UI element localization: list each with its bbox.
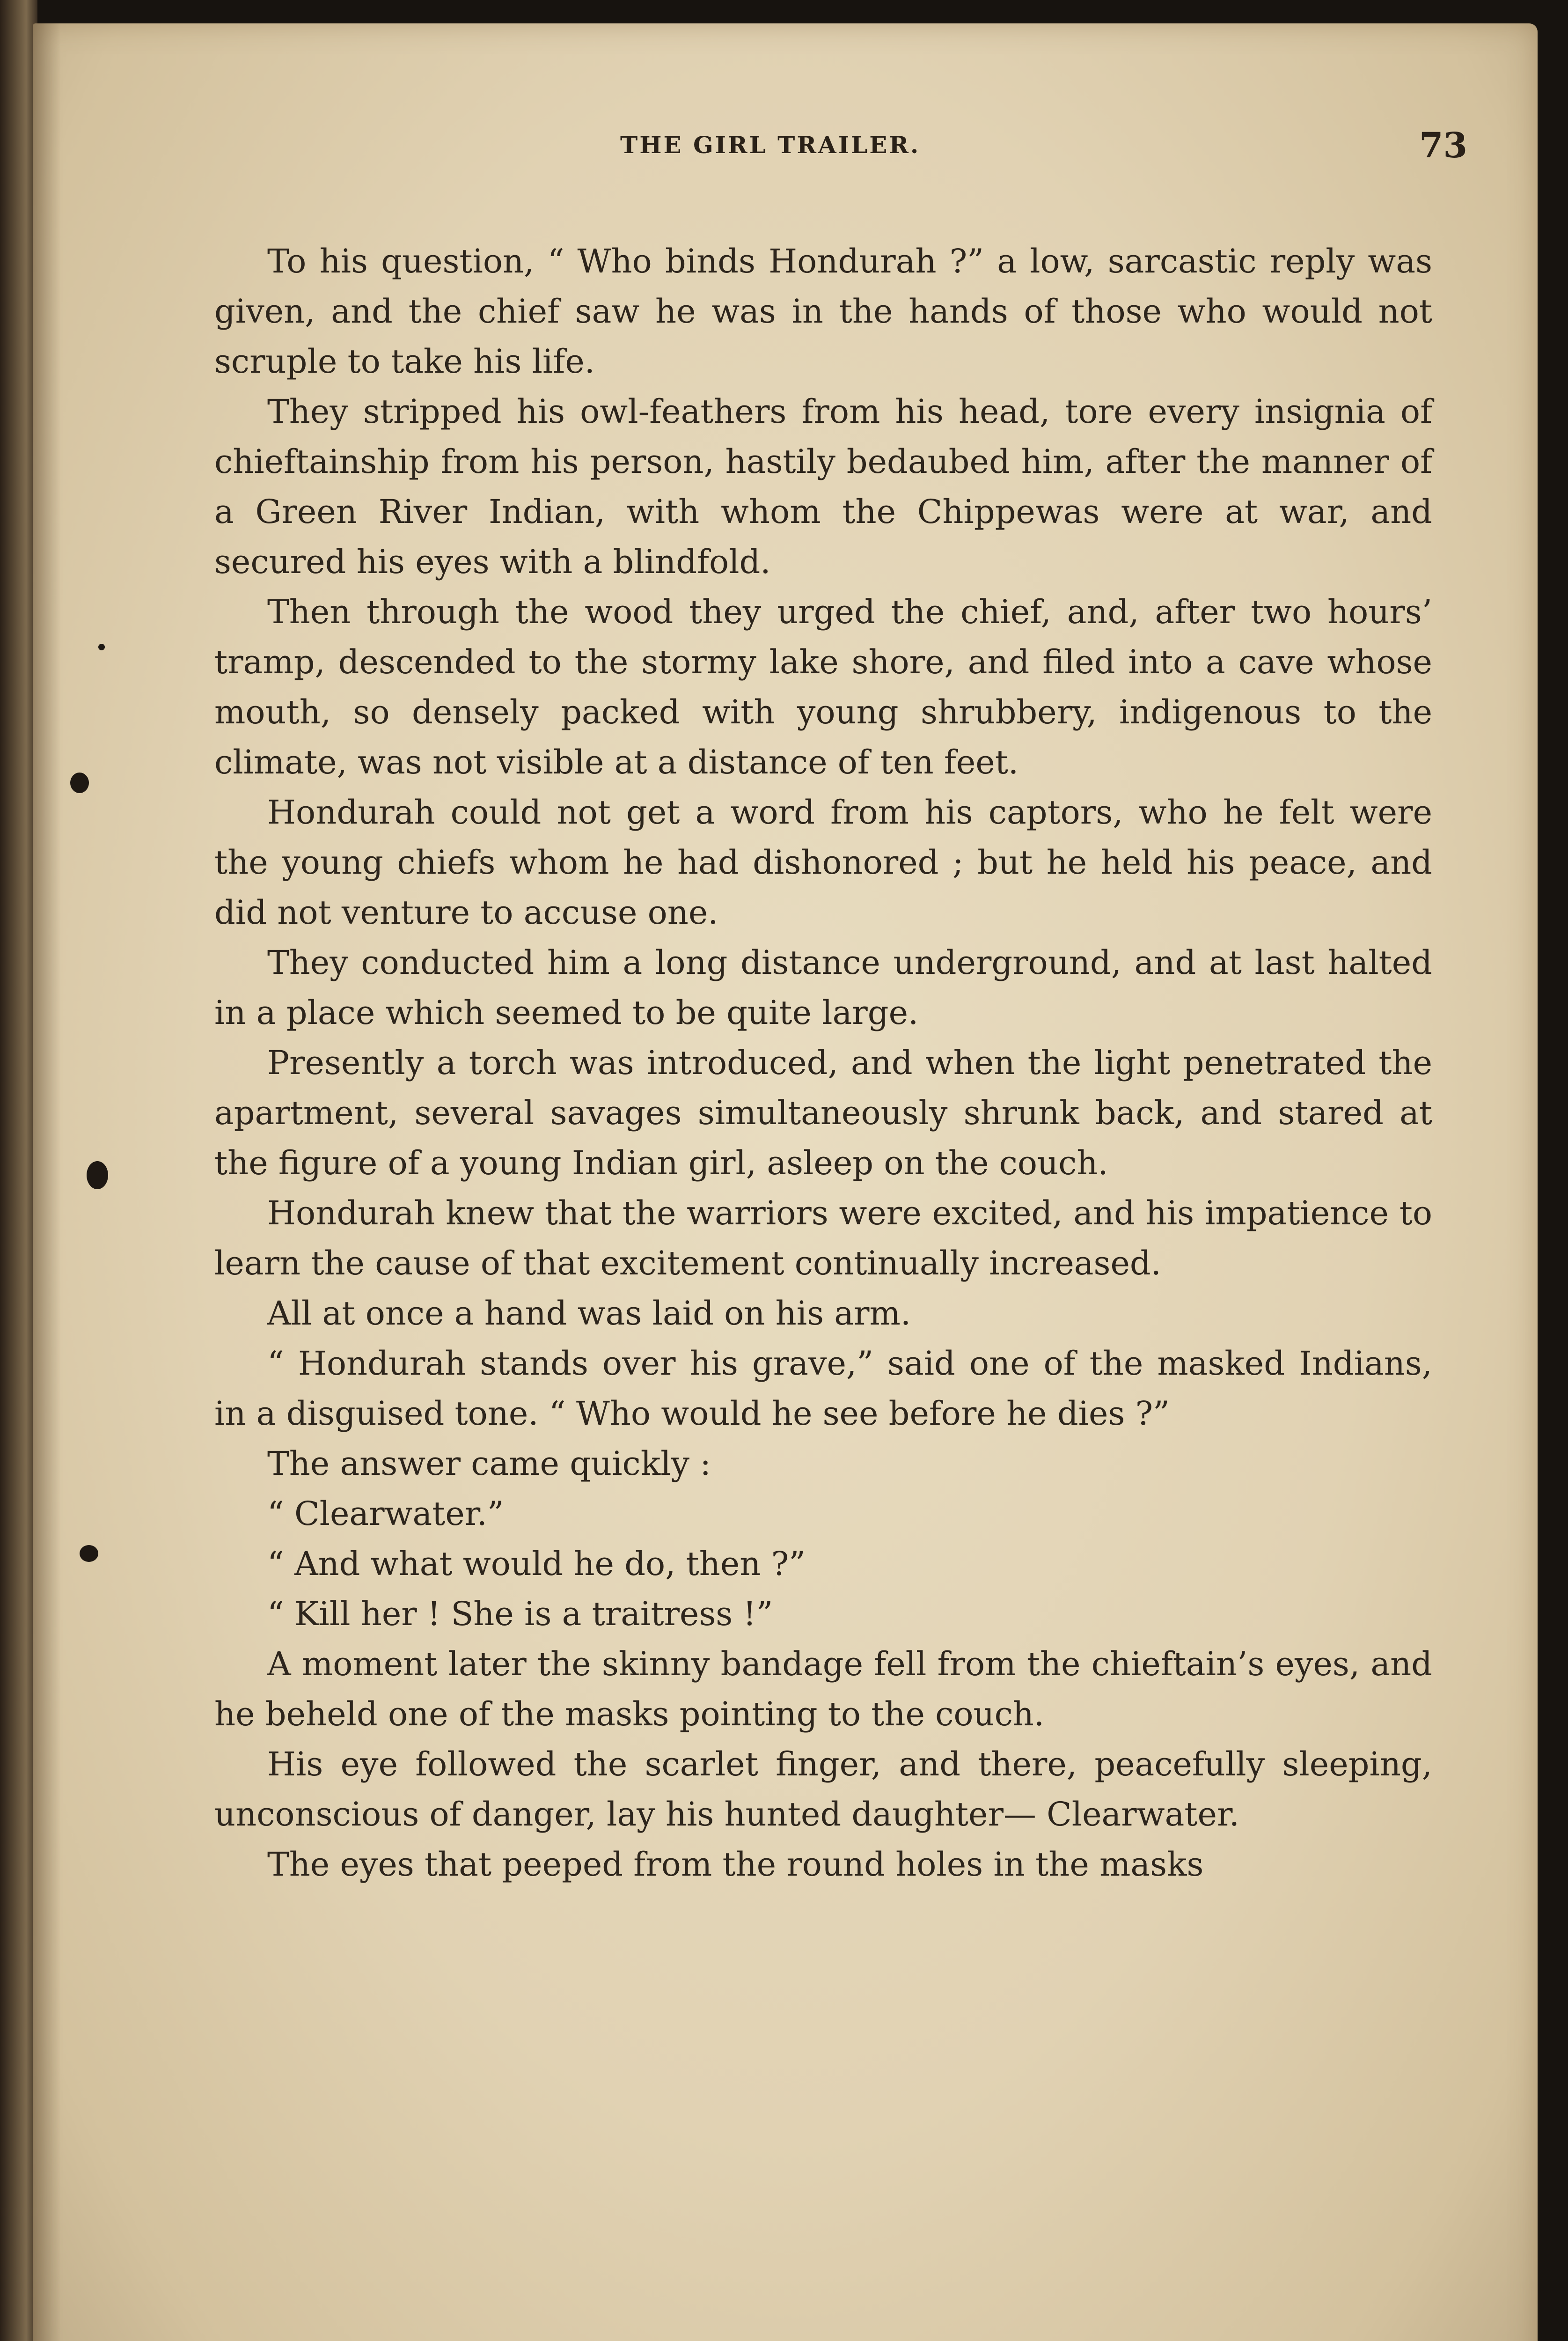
paragraph: To his question, “ Who binds Hondurah ?” a low, sarcastic reply was given, and the chief saw he was in the hands of those who would not scruple to take his life. (214, 242, 1432, 381)
paragraph: “ Kill her ! She is a traitress !” (267, 1595, 773, 1633)
running-head (33, 125, 1538, 169)
paragraph: “ Hondurah stands over his grave,” said one of the masked Indians, in a disguised tone. “ Who would he see before he dies ?” (214, 1344, 1432, 1433)
paragraph: A moment later the skinny bandage fell from the chieftain’s eyes, and he beheld one of the masks pointing to the couch. (214, 1645, 1432, 1733)
paragraph: Presently a torch was introduced, and when the light penetrated the apartment, several savages simultaneously shrunk back, and stared at the figure of a young Indian girl, asleep on the couch. (214, 1044, 1432, 1182)
book-spine (0, 0, 37, 2341)
paragraph: Hondurah could not get a word from his captors, who he felt were the young chiefs whom he had dishonored ; but he held his peace, and did not venture to accuse one. (214, 793, 1432, 932)
page-number: 73 (1419, 125, 1467, 166)
binding-hole-mark (80, 1545, 98, 1562)
paragraph: They stripped his owl-feathers from his head, tore every insignia of chieftainship from his person, hastily bedaubed him, after the manner of a Green River Indian, with whom the Chippewas were at war, and secured his eyes with a blindfold. (214, 392, 1432, 581)
paragraph: Hondurah knew that the warriors were excited, and his impatience to learn the cause of that excitement continually increased. (214, 1194, 1432, 1282)
running-head-title: THE GIRL TRAILER. (620, 131, 921, 159)
paragraph: “ And what would he do, then ?” (267, 1545, 806, 1583)
paper-spot (98, 644, 105, 650)
paragraph: Then through the wood they urged the chief, and, after two hours’ tramp, descended to the stormy lake shore, and filed into a cave whose mouth, so densely packed with young shrubbery, indigenous to the climate, was not visible at a distance of ten feet. (214, 593, 1432, 781)
binding-hole-mark (87, 1161, 108, 1189)
paragraph: They conducted him a long distance underground, and at last halted in a place which seemed to be quite large. (214, 943, 1432, 1032)
binding-hole-mark (70, 773, 89, 793)
paragraph: His eye followed the scarlet finger, and there, peacefully sleeping, unconscious of danger, lay his hunted daughter— Clearwater. (214, 1745, 1432, 1833)
body-text (214, 236, 1432, 1890)
paragraph: “ Clearwater.” (267, 1494, 504, 1533)
paragraph: All at once a hand was laid on his arm. (267, 1294, 911, 1332)
paragraph: The answer came quickly : (267, 1444, 711, 1483)
page-gutter-shadow (33, 23, 61, 2341)
paragraph: The eyes that peeped from the round holes in the masks (267, 1845, 1204, 1884)
book-page (33, 23, 1538, 2341)
